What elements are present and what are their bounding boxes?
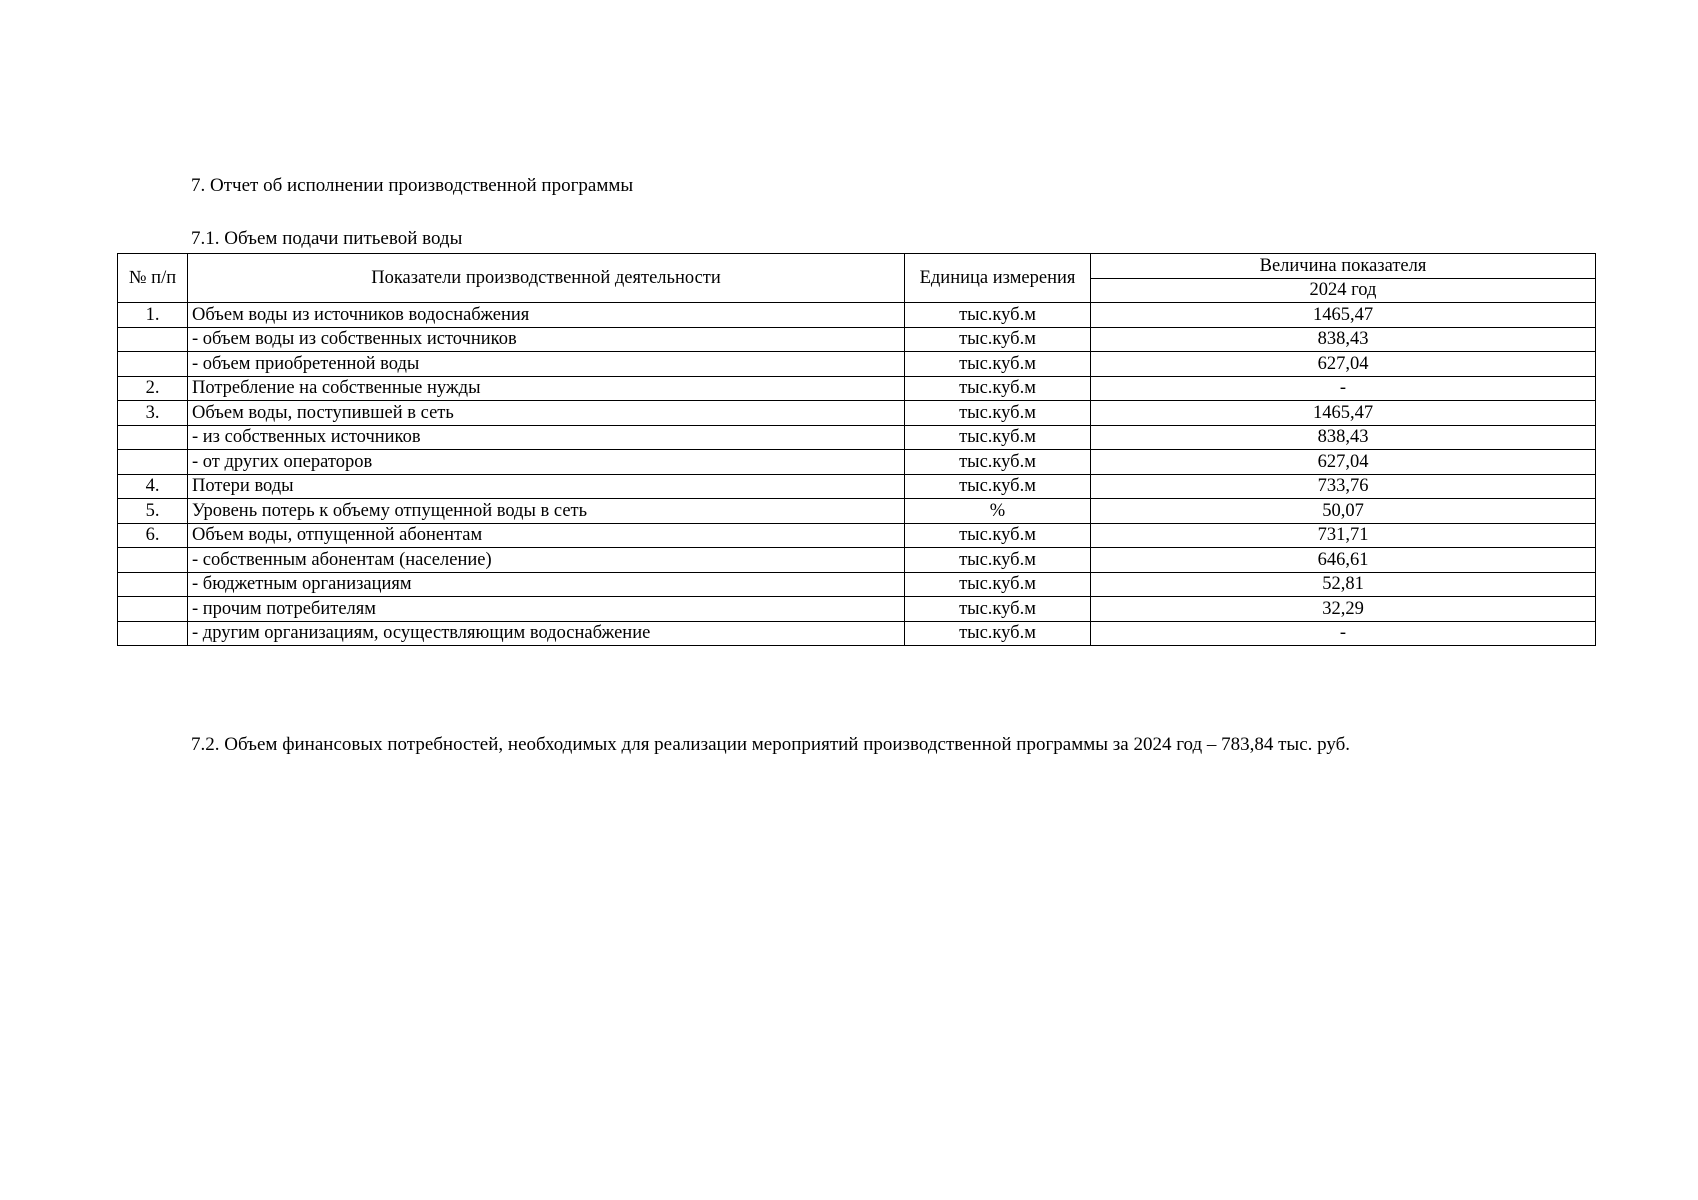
row-unit: тыс.куб.м (905, 450, 1091, 475)
row-value: 627,04 (1091, 450, 1596, 475)
row-number (118, 352, 188, 377)
row-number (118, 597, 188, 622)
subsection-title: 7.1. Объем подачи питьевой воды (191, 228, 463, 249)
row-unit: тыс.куб.м (905, 523, 1091, 548)
row-unit: тыс.куб.м (905, 425, 1091, 450)
header-year: 2024 год (1091, 278, 1596, 303)
row-number: 1. (118, 303, 188, 328)
row-indicator-name: Объем воды из источников водоснабжения (188, 303, 905, 328)
table-body (118, 303, 1596, 646)
row-indicator-name: Уровень потерь к объему отпущенной воды в сеть (188, 499, 905, 524)
table-row (118, 597, 1596, 622)
table-row (118, 621, 1596, 646)
row-indicator-name: - собственным абонентам (население) (188, 548, 905, 573)
table-row (118, 548, 1596, 573)
row-number: 3. (118, 401, 188, 426)
table-row (118, 352, 1596, 377)
row-number (118, 425, 188, 450)
table-row (118, 450, 1596, 475)
row-value: 838,43 (1091, 327, 1596, 352)
row-value: 627,04 (1091, 352, 1596, 377)
header-value-group: Величина показателя (1091, 254, 1596, 279)
row-value: 1465,47 (1091, 303, 1596, 328)
table-header (118, 254, 1596, 303)
row-value: - (1091, 621, 1596, 646)
row-indicator-name: - прочим потребителям (188, 597, 905, 622)
row-value: 32,29 (1091, 597, 1596, 622)
row-number: 4. (118, 474, 188, 499)
row-value: 50,07 (1091, 499, 1596, 524)
financial-needs-note: 7.2. Объем финансовых потребностей, необходимых для реализации мероприятий производственной программы за 2024 год – 783,84 тыс. руб. (191, 734, 1351, 755)
production-indicators-table (117, 253, 1596, 646)
row-value: 731,71 (1091, 523, 1596, 548)
table-row (118, 499, 1596, 524)
row-unit: % (905, 499, 1091, 524)
section-title: 7. Отчет об исполнении производственной программы (191, 175, 634, 196)
row-indicator-name: Объем воды, поступившей в сеть (188, 401, 905, 426)
row-indicator-name: - объем воды из собственных источников (188, 327, 905, 352)
table-row (118, 376, 1596, 401)
row-indicator-name: Потери воды (188, 474, 905, 499)
row-value: 838,43 (1091, 425, 1596, 450)
row-unit: тыс.куб.м (905, 327, 1091, 352)
row-number: 6. (118, 523, 188, 548)
row-number (118, 621, 188, 646)
row-number: 5. (118, 499, 188, 524)
row-unit: тыс.куб.м (905, 303, 1091, 328)
table-row (118, 474, 1596, 499)
row-number (118, 327, 188, 352)
row-indicator-name: Объем воды, отпущенной абонентам (188, 523, 905, 548)
row-unit: тыс.куб.м (905, 572, 1091, 597)
row-number: 2. (118, 376, 188, 401)
row-indicator-name: Потребление на собственные нужды (188, 376, 905, 401)
row-indicator-name: - из собственных источников (188, 425, 905, 450)
row-indicator-name: - другим организациям, осуществляющим водоснабжение (188, 621, 905, 646)
row-number (118, 572, 188, 597)
row-value: 733,76 (1091, 474, 1596, 499)
row-unit: тыс.куб.м (905, 548, 1091, 573)
table-row (118, 401, 1596, 426)
table-row (118, 303, 1596, 328)
row-value: 646,61 (1091, 548, 1596, 573)
row-value: - (1091, 376, 1596, 401)
header-num: № п/п (118, 254, 188, 303)
row-unit: тыс.куб.м (905, 621, 1091, 646)
row-indicator-name: - бюджетным организациям (188, 572, 905, 597)
row-unit: тыс.куб.м (905, 597, 1091, 622)
row-unit: тыс.куб.м (905, 376, 1091, 401)
table-row (118, 523, 1596, 548)
table-row (118, 327, 1596, 352)
row-value: 1465,47 (1091, 401, 1596, 426)
row-number (118, 548, 188, 573)
table-row (118, 572, 1596, 597)
row-indicator-name: - объем приобретенной воды (188, 352, 905, 377)
row-number (118, 450, 188, 475)
row-indicator-name: - от других операторов (188, 450, 905, 475)
row-unit: тыс.куб.м (905, 401, 1091, 426)
row-unit: тыс.куб.м (905, 474, 1091, 499)
header-unit: Единица измерения (905, 254, 1091, 303)
row-value: 52,81 (1091, 572, 1596, 597)
row-unit: тыс.куб.м (905, 352, 1091, 377)
table-row (118, 425, 1596, 450)
header-indicator: Показатели производственной деятельности (188, 254, 905, 303)
